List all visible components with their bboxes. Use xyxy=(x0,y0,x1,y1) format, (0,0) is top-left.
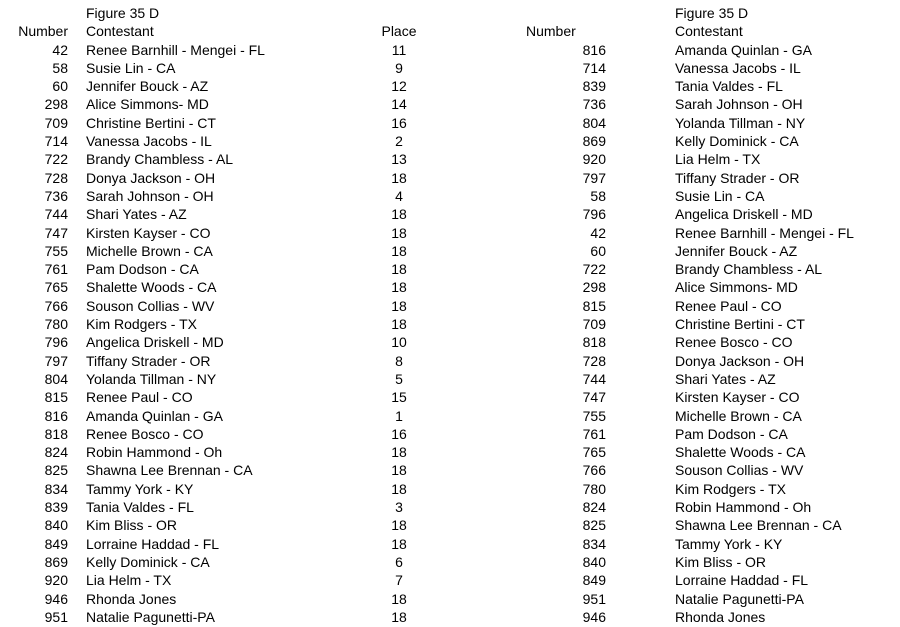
contestant-name: Pam Dodson - CA xyxy=(86,261,199,278)
table-row xyxy=(520,388,900,406)
contestant-place: 16 xyxy=(391,425,407,442)
table-row xyxy=(520,370,900,388)
contestant-number: 824 xyxy=(44,444,68,461)
table-row xyxy=(520,480,900,498)
contestant-place: 11 xyxy=(391,41,407,58)
contestant-number: 869 xyxy=(44,553,68,570)
table-row xyxy=(0,590,430,608)
table-row xyxy=(0,461,430,479)
contestant-number: 766 xyxy=(582,462,606,479)
table-row xyxy=(520,590,900,608)
contestant-place: 2 xyxy=(395,133,403,150)
contestant-place: 18 xyxy=(391,590,407,607)
table-row xyxy=(520,114,900,132)
contestant-number: 818 xyxy=(582,334,606,351)
contestant-number: 839 xyxy=(44,499,68,516)
contestant-name: Lia Helm - TX xyxy=(86,572,172,589)
contestant-number: 824 xyxy=(582,499,606,516)
table-body xyxy=(0,41,430,627)
contestant-number: 58 xyxy=(590,187,606,204)
table-row xyxy=(520,443,900,461)
contestant-name: Shari Yates - AZ xyxy=(86,206,187,223)
contestant-name: Sarah Johnson - OH xyxy=(675,96,803,113)
contestant-place: 7 xyxy=(395,572,403,589)
contestant-name: Souson Collias - WV xyxy=(675,462,804,479)
table-row xyxy=(520,407,900,425)
contestant-place: 18 xyxy=(391,462,407,479)
contestant-name: Rhonda Jones xyxy=(86,590,177,607)
table-row xyxy=(0,498,430,516)
contestant-name: Jennifer Bouck - AZ xyxy=(675,242,798,259)
contestant-place: 8 xyxy=(395,352,403,369)
contestant-name: Alice Simmons- MD xyxy=(86,96,209,113)
table-row xyxy=(520,516,900,534)
contestant-name: Tania Valdes - FL xyxy=(86,499,194,516)
table-row xyxy=(0,169,430,187)
contestant-name: Rhonda Jones xyxy=(675,608,766,625)
contestant-name: Kirsten Kayser - CO xyxy=(86,224,211,241)
table-row xyxy=(0,553,430,571)
contestant-number: 951 xyxy=(44,608,68,625)
figure-label: Figure 35 D xyxy=(86,5,160,21)
table-row xyxy=(0,425,430,443)
contestant-name: Vanessa Jacobs - IL xyxy=(86,133,212,150)
contestant-name: Kim Bliss - OR xyxy=(675,553,766,570)
table-row xyxy=(520,205,900,223)
table-row xyxy=(520,352,900,370)
contestant-name: Lorraine Haddad - FL xyxy=(675,572,809,589)
table-row xyxy=(520,41,900,59)
table-row xyxy=(0,278,430,296)
contestant-place: 18 xyxy=(391,517,407,534)
contestant-number: 797 xyxy=(582,169,606,186)
contestant-number: 840 xyxy=(44,517,68,534)
contestant-place: 18 xyxy=(391,535,407,552)
contestant-name: Yolanda Tillman - NY xyxy=(675,114,806,131)
contestant-number: 747 xyxy=(582,389,606,406)
table-row xyxy=(0,224,430,242)
contestant-name: Lorraine Haddad - FL xyxy=(86,535,220,552)
contestant-name: Sarah Johnson - OH xyxy=(86,187,214,204)
table-row xyxy=(520,608,900,626)
number-column-header: Number xyxy=(526,23,576,40)
contestant-name: Donya Jackson - OH xyxy=(675,352,805,369)
contestant-number: 839 xyxy=(582,78,606,95)
contestant-name: Robin Hammond - Oh xyxy=(86,444,223,461)
table-row xyxy=(0,333,430,351)
contestant-name: Amanda Quinlan - GA xyxy=(86,407,223,424)
contestant-number: 755 xyxy=(44,242,68,259)
contestant-name: Tiffany Strader - OR xyxy=(86,352,211,369)
results-by-place-table xyxy=(520,4,900,626)
table-row xyxy=(0,571,430,589)
contestant-number: 722 xyxy=(582,261,606,278)
table-row xyxy=(0,41,430,59)
table-row xyxy=(0,132,430,150)
contestant-place: 12 xyxy=(391,78,407,95)
table-row xyxy=(0,150,430,168)
contestant-name: Alice Simmons- MD xyxy=(675,279,798,296)
contestant-number: 736 xyxy=(44,187,68,204)
table-row xyxy=(0,480,430,498)
contestant-place: 18 xyxy=(391,224,407,241)
contestant-place: 15 xyxy=(391,389,407,406)
contestant-name: Renee Bosco - CO xyxy=(675,334,793,351)
contestant-number: 804 xyxy=(582,114,606,131)
contestant-name: Michelle Brown - CA xyxy=(86,242,213,259)
contestant-place: 13 xyxy=(391,151,407,168)
contestant-place: 10 xyxy=(391,334,407,351)
contestant-name: Kim Rodgers - TX xyxy=(675,480,786,497)
contestant-place: 14 xyxy=(391,96,407,113)
table-row xyxy=(0,114,430,132)
contestant-name: Shari Yates - AZ xyxy=(675,370,776,387)
contestant-place: 18 xyxy=(391,608,407,625)
table-row xyxy=(520,315,900,333)
contestant-number: 796 xyxy=(44,334,68,351)
table-row xyxy=(520,297,900,315)
table-row xyxy=(0,315,430,333)
contestant-name: Souson Collias - WV xyxy=(86,297,215,314)
table-row xyxy=(520,59,900,77)
contestant-place: 18 xyxy=(391,480,407,497)
contestant-name: Kim Rodgers - TX xyxy=(86,316,197,333)
table-row xyxy=(520,461,900,479)
contestant-place: 18 xyxy=(391,297,407,314)
table-row xyxy=(0,535,430,553)
number-column-header: Number xyxy=(18,23,68,40)
table-row xyxy=(520,169,900,187)
contestant-number: 816 xyxy=(582,41,606,58)
table-row xyxy=(520,242,900,260)
contestant-place: 18 xyxy=(391,444,407,461)
contestant-place: 18 xyxy=(391,279,407,296)
contestant-name: Vanessa Jacobs - IL xyxy=(675,59,801,76)
table-row xyxy=(520,95,900,113)
table-row xyxy=(0,516,430,534)
contestant-number: 761 xyxy=(582,425,606,442)
contestant-number: 849 xyxy=(44,535,68,552)
contestant-name: Yolanda Tillman - NY xyxy=(86,370,217,387)
table-row xyxy=(0,242,430,260)
contestant-place: 3 xyxy=(395,499,403,516)
contestant-number: 722 xyxy=(44,151,68,168)
figure-label: Figure 35 D xyxy=(675,5,749,21)
contestant-number: 796 xyxy=(582,206,606,223)
contestant-number: 849 xyxy=(582,572,606,589)
contestant-number: 709 xyxy=(44,114,68,131)
contestant-name: Tania Valdes - FL xyxy=(675,78,783,95)
contestant-number: 825 xyxy=(44,462,68,479)
contestant-name: Donya Jackson - OH xyxy=(86,169,216,186)
contestant-number: 816 xyxy=(44,407,68,424)
contestant-number: 42 xyxy=(590,224,606,241)
contestant-name: Angelica Driskell - MD xyxy=(675,206,813,223)
contestant-name: Amanda Quinlan - GA xyxy=(675,41,812,58)
contestant-name: Lia Helm - TX xyxy=(675,151,761,168)
contestant-name: Renee Barnhill - Mengei - FL xyxy=(86,41,265,58)
contestant-name: Pam Dodson - CA xyxy=(675,425,788,442)
contestant-name: Shalette Woods - CA xyxy=(86,279,217,296)
table-body xyxy=(520,41,900,627)
contestant-name: Renee Bosco - CO xyxy=(86,425,204,442)
table-row xyxy=(520,498,900,516)
table-row xyxy=(0,95,430,113)
contestant-number: 709 xyxy=(582,316,606,333)
table-row xyxy=(0,443,430,461)
table-row xyxy=(0,388,430,406)
table-row xyxy=(520,224,900,242)
contestant-number: 920 xyxy=(44,572,68,589)
contestant-name: Brandy Chambless - AL xyxy=(675,261,823,278)
contestant-place: 9 xyxy=(395,59,403,76)
contestant-number: 780 xyxy=(44,316,68,333)
contestant-column-header: Contestant xyxy=(675,23,743,40)
contestant-name: Michelle Brown - CA xyxy=(675,407,802,424)
contestant-name: Natalie Pagunetti-PA xyxy=(675,590,804,607)
contestant-place: 6 xyxy=(395,553,403,570)
contestant-number: 298 xyxy=(582,279,606,296)
table-row xyxy=(520,132,900,150)
contestant-name: Susie Lin - CA xyxy=(675,187,765,204)
contestant-number: 834 xyxy=(44,480,68,497)
table-row xyxy=(520,77,900,95)
table-row xyxy=(520,333,900,351)
contestant-number: 840 xyxy=(582,553,606,570)
contestant-name: Natalie Pagunetti-PA xyxy=(86,608,215,625)
contestant-name: Kelly Dominick - CA xyxy=(86,553,210,570)
table-row xyxy=(0,187,430,205)
contestant-number: 736 xyxy=(582,96,606,113)
contestant-number: 744 xyxy=(582,370,606,387)
contestant-number: 58 xyxy=(52,59,68,76)
table-row xyxy=(520,187,900,205)
contestant-number: 815 xyxy=(44,389,68,406)
contestant-place: 18 xyxy=(391,242,407,259)
contestant-number: 60 xyxy=(590,242,606,259)
contestant-number: 834 xyxy=(582,535,606,552)
contestant-place: 18 xyxy=(391,261,407,278)
contestant-name: Christine Bertini - CT xyxy=(86,114,216,131)
contestant-number: 714 xyxy=(44,133,68,150)
contestant-name: Robin Hammond - Oh xyxy=(675,499,812,516)
table-row xyxy=(520,571,900,589)
contestant-number: 755 xyxy=(582,407,606,424)
contestant-number: 766 xyxy=(44,297,68,314)
place-column-header: Place xyxy=(381,23,417,40)
contestant-number: 797 xyxy=(44,352,68,369)
table-row xyxy=(520,553,900,571)
table-row xyxy=(0,77,430,95)
contestant-place: 4 xyxy=(395,187,403,204)
contestant-name: Tammy York - KY xyxy=(675,535,783,552)
contestant-place: 5 xyxy=(395,370,403,387)
contestant-number: 765 xyxy=(44,279,68,296)
contestant-number: 818 xyxy=(44,425,68,442)
header-row xyxy=(520,22,900,40)
contestant-number: 951 xyxy=(582,590,606,607)
contestant-place: 18 xyxy=(391,316,407,333)
contestant-column-header: Contestant xyxy=(86,23,154,40)
contestant-number: 298 xyxy=(44,96,68,113)
contestant-number: 946 xyxy=(582,608,606,625)
table-row xyxy=(0,205,430,223)
contestant-name: Tiffany Strader - OR xyxy=(675,169,800,186)
contestant-place: 18 xyxy=(391,206,407,223)
contestant-name: Susie Lin - CA xyxy=(86,59,176,76)
table-row xyxy=(520,260,900,278)
contestant-number: 744 xyxy=(44,206,68,223)
table-row xyxy=(0,370,430,388)
table-row xyxy=(0,407,430,425)
contestant-number: 728 xyxy=(44,169,68,186)
contestant-number: 714 xyxy=(582,59,606,76)
header-row xyxy=(0,22,430,40)
contestant-number: 761 xyxy=(44,261,68,278)
contestant-number: 815 xyxy=(582,297,606,314)
table-row xyxy=(0,608,430,626)
figure-label-row xyxy=(520,4,900,22)
contestant-name: Tammy York - KY xyxy=(86,480,194,497)
contestant-number: 804 xyxy=(44,370,68,387)
contestant-place: 16 xyxy=(391,114,407,131)
contestant-name: Shawna Lee Brennan - CA xyxy=(86,462,253,479)
table-row xyxy=(0,352,430,370)
contestant-number: 869 xyxy=(582,133,606,150)
contestant-number: 780 xyxy=(582,480,606,497)
contestant-name: Renee Paul - CO xyxy=(675,297,782,314)
contestant-number: 42 xyxy=(52,41,68,58)
contestant-name: Renee Barnhill - Mengei - FL xyxy=(675,224,854,241)
contestant-number: 920 xyxy=(582,151,606,168)
table-row xyxy=(0,297,430,315)
figure-label-row xyxy=(0,4,430,22)
contestant-name: Shalette Woods - CA xyxy=(675,444,806,461)
contestant-name: Kim Bliss - OR xyxy=(86,517,177,534)
contestant-place: 1 xyxy=(395,407,403,424)
table-row xyxy=(520,278,900,296)
contestant-number: 728 xyxy=(582,352,606,369)
contestant-name: Christine Bertini - CT xyxy=(675,316,805,333)
table-row xyxy=(0,260,430,278)
contestant-name: Brandy Chambless - AL xyxy=(86,151,234,168)
contestant-place: 18 xyxy=(391,169,407,186)
contestant-number: 747 xyxy=(44,224,68,241)
table-row xyxy=(520,535,900,553)
contestant-number: 946 xyxy=(44,590,68,607)
contestant-name: Kelly Dominick - CA xyxy=(675,133,799,150)
contestant-name: Kirsten Kayser - CO xyxy=(675,389,800,406)
table-row xyxy=(0,59,430,77)
contestant-name: Jennifer Bouck - AZ xyxy=(86,78,209,95)
contestant-number: 825 xyxy=(582,517,606,534)
contestant-name: Angelica Driskell - MD xyxy=(86,334,224,351)
contestant-name: Renee Paul - CO xyxy=(86,389,193,406)
contestant-name: Shawna Lee Brennan - CA xyxy=(675,517,842,534)
results-by-number-table xyxy=(0,4,430,626)
contestant-number: 765 xyxy=(582,444,606,461)
contestant-number: 60 xyxy=(52,78,68,95)
table-row xyxy=(520,425,900,443)
table-row xyxy=(520,150,900,168)
